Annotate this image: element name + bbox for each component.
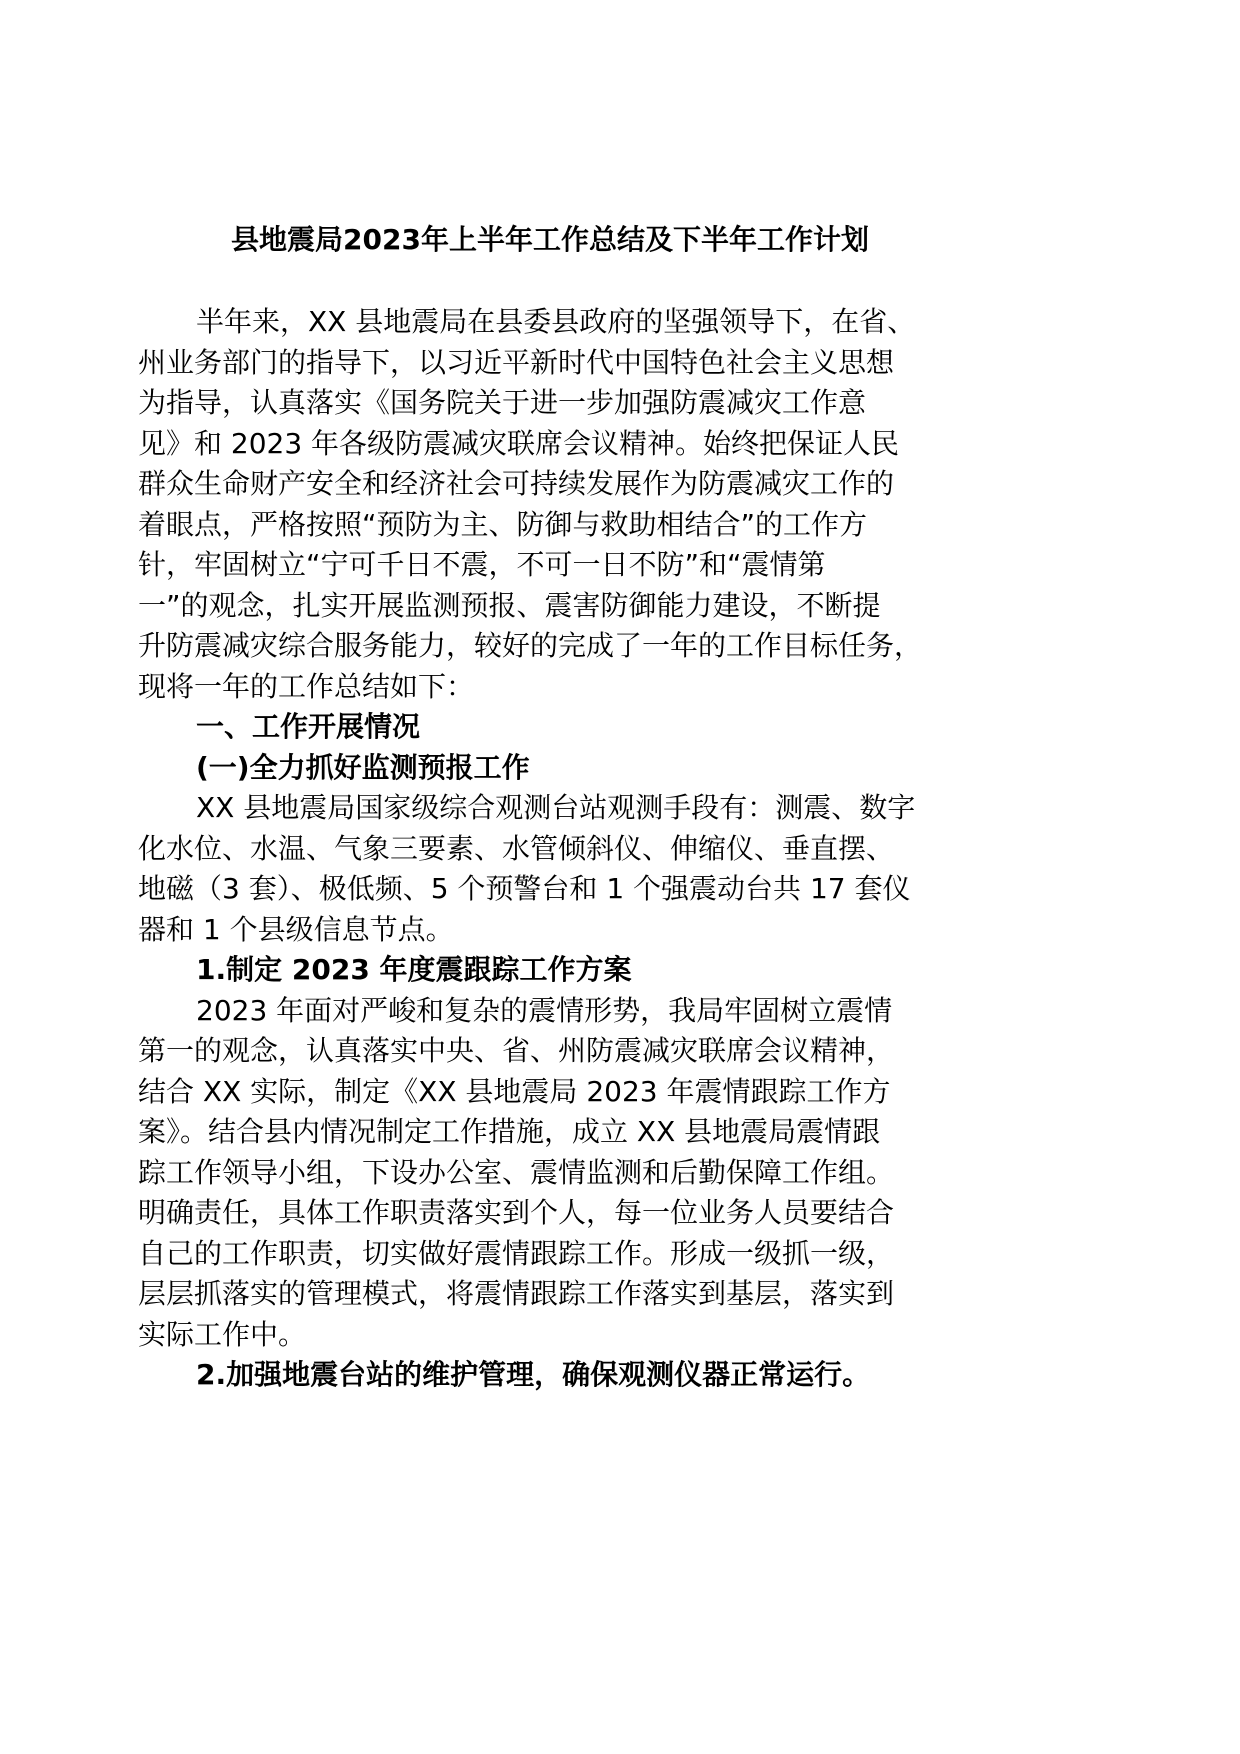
text-line: 州业务部门的指导下，以习近平新时代中国特色社会主义思想 — [138, 345, 895, 379]
text-line: 自己的工作职责，切实做好震情跟踪工作。形成一级抓一级， — [138, 1236, 895, 1270]
text-line: 层层抓落实的管理模式，将震情跟踪工作落实到基层，落实到 — [138, 1277, 895, 1310]
text-line: 第一的观念，认真落实中央、省、州防震减灾联席会议精神， — [138, 1034, 895, 1067]
section-heading: 一、工作开展情况 — [196, 710, 421, 743]
item-heading: 1.制定 2023 年度震跟踪工作方案 — [196, 953, 632, 986]
text-line: 化水位、水温、气象三要素、水管倾斜仪、伸缩仪、垂直摆、 — [138, 831, 895, 865]
paragraph — [138, 788, 1008, 950]
text-line: 结合 XX 实际，制定《XX 县地震局 2023 年震情跟踪工作方 — [138, 1074, 891, 1108]
text-line: 针，牢固树立“宁可千日不震，不可一日不防”和“震情第 — [138, 548, 826, 581]
text-line: 实际工作中。 — [138, 1317, 307, 1351]
text-line: 明确责任，具体工作职责落实到个人，每一位业务人员要结合 — [138, 1196, 895, 1229]
text-line: 踪工作领导小组，下设办公室、震情监测和后勤保障工作组。 — [138, 1155, 895, 1189]
text-line: 见》和 2023 年各级防震减灾联席会议精神。始终把保证人民 — [138, 426, 900, 460]
intro-paragraph — [138, 302, 1008, 707]
text-line: 着眼点，严格按照“预防为主、防御与救助相结合”的工作方 — [138, 507, 868, 541]
text-line: 半年来，XX 县地震局在县委县政府的坚强领导下，在省、 — [196, 305, 916, 338]
text-line: 2023 年面对严峻和复杂的震情形势，我局牢固树立震情 — [196, 993, 893, 1027]
text-line: 地磁（3 套）、极低频、5 个预警台和 1 个强震动台共 17 套仪 — [138, 872, 911, 905]
text-line: 为指导，认真落实《国务院关于进一步加强防震减灾工作意 — [138, 386, 867, 419]
text-line: XX 县地震局国家级综合观测台站观测手段有：测震、数字 — [196, 791, 916, 824]
document-body — [138, 302, 1008, 1396]
text-line: 案》。结合县内情况制定工作措施，成立 XX 县地震局震情跟 — [138, 1115, 881, 1148]
text-line: 现将一年的工作总结如下： — [138, 669, 475, 703]
text-line: 器和 1 个县级信息节点。 — [138, 912, 454, 946]
document-title: 县地震局2023年上半年工作总结及下半年工作计划 — [231, 223, 869, 256]
text-line: 一”的观念，扎实开展监测预报、震害防御能力建设，不断提 — [138, 588, 881, 622]
text-line: 升防震减灾综合服务能力，较好的完成了一年的工作目标任务， — [138, 629, 923, 662]
subsection-heading: (一)全力抓好监测预报工作 — [196, 750, 530, 784]
text-line: 群众生命财产安全和经济社会可持续发展作为防震减灾工作的 — [138, 467, 895, 500]
item-heading: 2.加强地震台站的维护管理，确保观测仪器正常运行。 — [196, 1358, 871, 1391]
paragraph — [138, 991, 1008, 1356]
